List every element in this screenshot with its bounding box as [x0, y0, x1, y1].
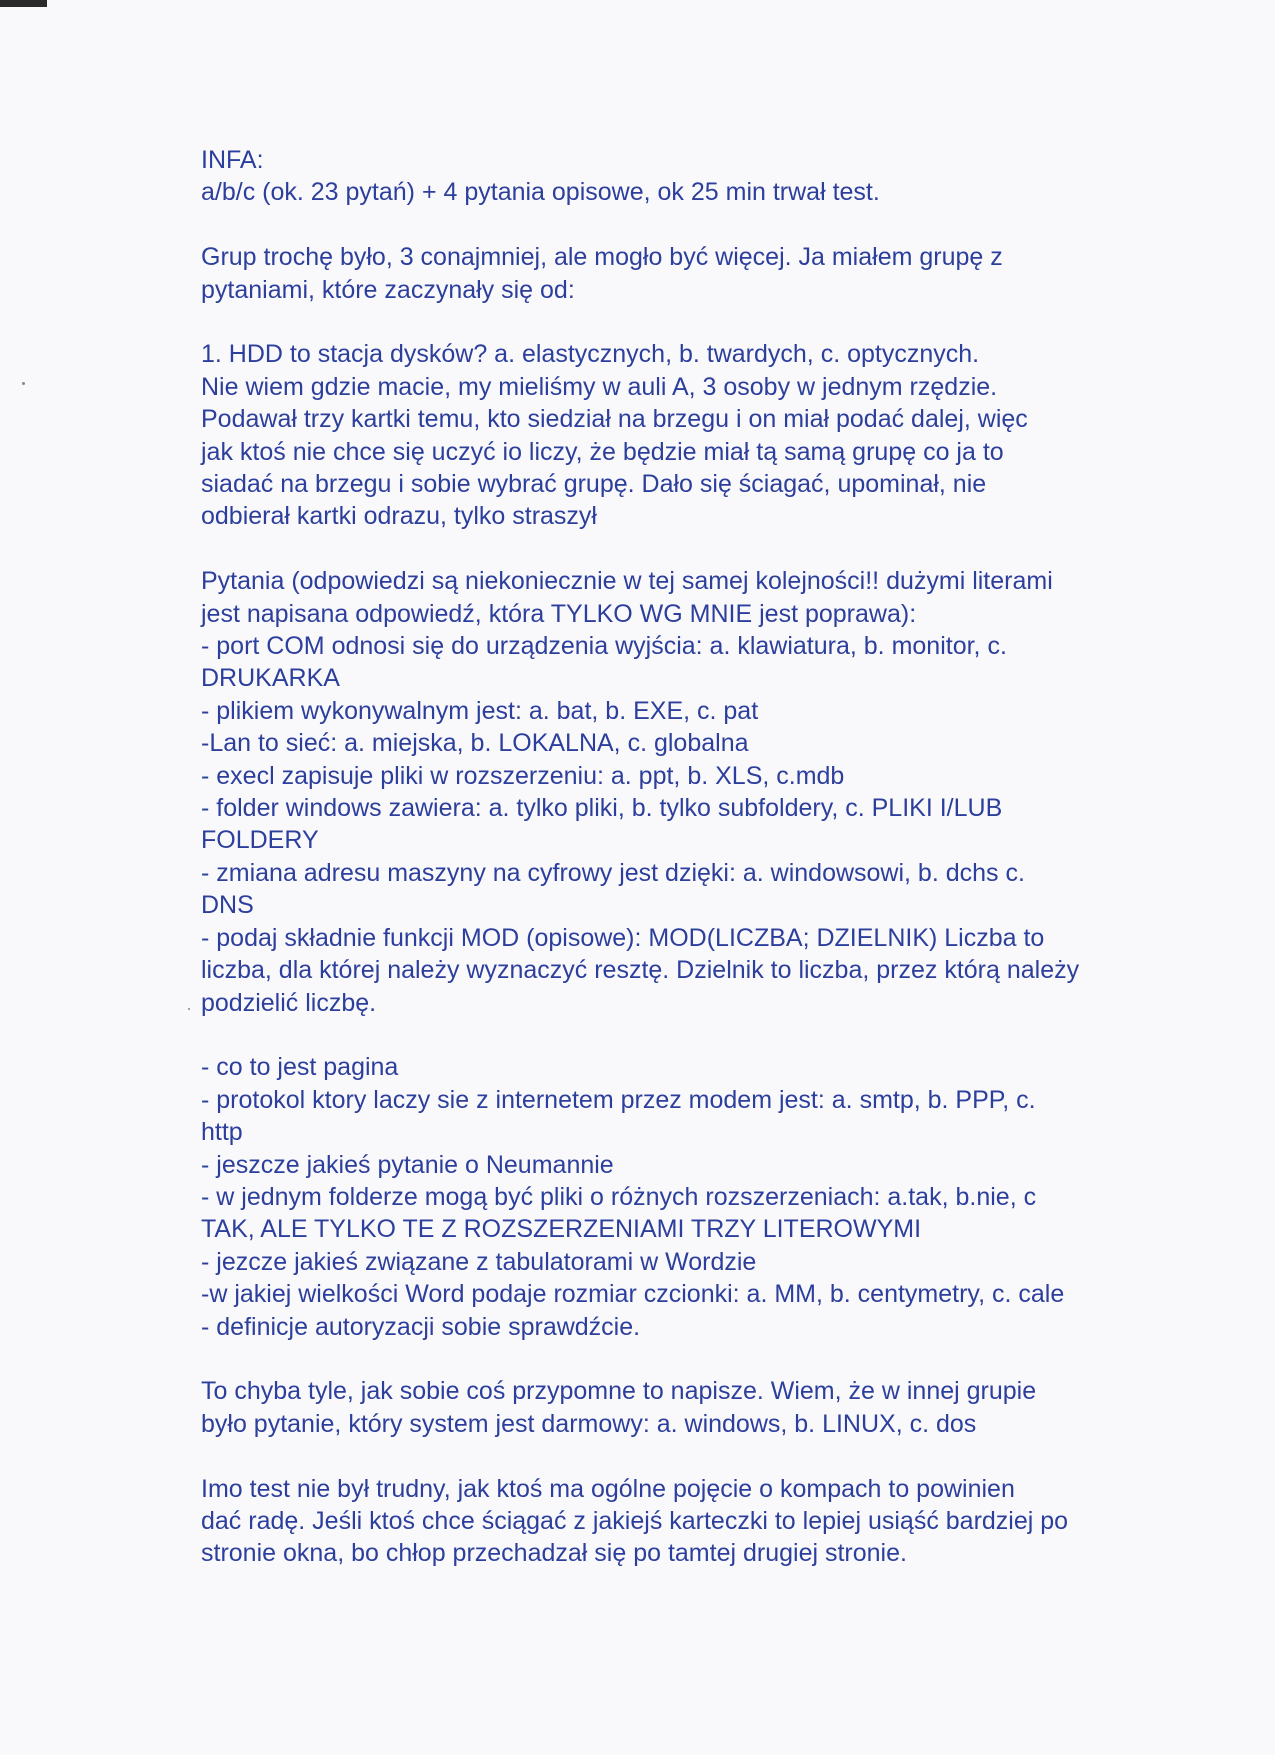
blank-line — [201, 533, 1171, 565]
blank-line — [201, 1343, 1171, 1375]
text-line: FOLDERY — [201, 826, 319, 855]
text-line: - jezcze jakieś związane z tabulatorami w Wordzie — [201, 1247, 757, 1276]
text-line: http — [201, 1118, 243, 1147]
text-line: pytaniami, które zaczynały się od: — [201, 275, 575, 304]
text-line: a/b/c (ok. 23 pytań) + 4 pytania opisowe, ok 25 min trwał test. — [201, 178, 880, 207]
text-line: siadać na brzegu i sobie wybrać grupę. Dało się ściagać, upominał, nie — [201, 470, 987, 499]
text-line: -Lan to sieć: a. miejska, b. LOKALNA, c. globalna — [201, 729, 749, 758]
text-line: - definicje autoryzacji sobie sprawdźcie. — [201, 1312, 641, 1341]
text-line: - w jednym folderze mogą być pliki o różnych rozszerzeniach: a.tak, b.nie, c — [201, 1182, 1037, 1211]
text-line: -w jakiej wielkości Word podaje rozmiar czcionki: a. MM, b. centymetry, c. cale — [201, 1280, 1065, 1309]
scan-speck — [22, 382, 25, 385]
blank-line — [201, 209, 1171, 241]
text-line: - folder windows zawiera: a. tylko pliki, b. tylko subfoldery, c. PLIKI I/LUB — [201, 794, 1003, 823]
text-line: - jeszcze jakieś pytanie o Neumannie — [201, 1150, 614, 1179]
text-line: jest napisana odpowiedź, która TYLKO WG MNIE jest poprawa): — [201, 599, 917, 628]
text-line: To chyba tyle, jak sobie coś przypomne to napisze. Wiem, że w innej grupie — [201, 1377, 1037, 1406]
text-line: dać radę. Jeśli ktoś chce ściągać z jakiejś karteczki to lepiej usiąść bardziej po — [201, 1506, 1069, 1535]
text-line: podzielić liczbę. — [201, 988, 377, 1017]
text-line: stronie okna, bo chłop przechadzał się po tamtej drugiej stronie. — [201, 1539, 907, 1568]
text-line: - protokol ktory laczy sie z internetem przez modem jest: a. smtp, b. PPP, c. — [201, 1085, 1036, 1114]
blank-line — [201, 306, 1171, 338]
text-line: jak ktoś nie chce się uczyć io liczy, że będzie miał tą samą grupę co ja to — [201, 437, 1004, 466]
text-line: - plikiem wykonywalnym jest: a. bat, b. EXE, c. pat — [201, 696, 759, 725]
text-line: odbierał kartki odrazu, tylko straszył — [201, 502, 597, 531]
document-body — [201, 144, 1171, 1570]
text-line: DRUKARKA — [201, 664, 340, 693]
text-line: 1. HDD to stacja dysków? a. elastycznych, b. twardych, c. optycznych. — [201, 340, 980, 369]
text-line: TAK, ALE TYLKO TE Z ROZSZERZENIAMI TRZY LITEROWYMI — [201, 1215, 922, 1244]
scan-edge-mark — [0, 0, 47, 7]
text-line: Podawał trzy kartki temu, kto siedział na brzegu i on miał podać dalej, więc — [201, 405, 1028, 434]
text-line: Pytania (odpowiedzi są niekoniecznie w tej samej kolejności!! dużymi literami — [201, 567, 1053, 596]
text-line: Grup trochę było, 3 conajmniej, ale mogło być więcej. Ja miałem grupę z — [201, 243, 1003, 272]
text-line: Nie wiem gdzie macie, my mieliśmy w auli A, 3 osoby w jednym rzędzie. — [201, 372, 998, 401]
text-line: było pytanie, który system jest darmowy: a. windows, b. LINUX, c. dos — [201, 1409, 977, 1438]
text-line: - podaj składnie funkcji MOD (opisowe): MOD(LICZBA; DZIELNIK) Liczba to — [201, 923, 1045, 952]
text-line: - co to jest pagina — [201, 1053, 399, 1082]
scan-speck — [188, 1008, 190, 1010]
text-line: DNS — [201, 891, 254, 920]
text-line: liczba, dla której należy wyznaczyć resztę. Dzielnik to liczba, przez którą należy — [201, 956, 1080, 985]
text-line: Imo test nie był trudny, jak ktoś ma ogólne pojęcie o kompach to powinien — [201, 1474, 1015, 1503]
blank-line — [201, 1019, 1171, 1051]
text-line: - zmiana adresu maszyny na cyfrowy jest dzięki: a. windowsowi, b. dchs c. — [201, 858, 1025, 887]
document-heading: INFA: — [201, 146, 264, 174]
blank-line — [201, 1440, 1171, 1472]
text-line: - port COM odnosi się do urządzenia wyjścia: a. klawiatura, b. monitor, c. — [201, 632, 1007, 661]
text-line: - execl zapisuje pliki w rozszerzeniu: a. ppt, b. XLS, c.mdb — [201, 761, 845, 790]
